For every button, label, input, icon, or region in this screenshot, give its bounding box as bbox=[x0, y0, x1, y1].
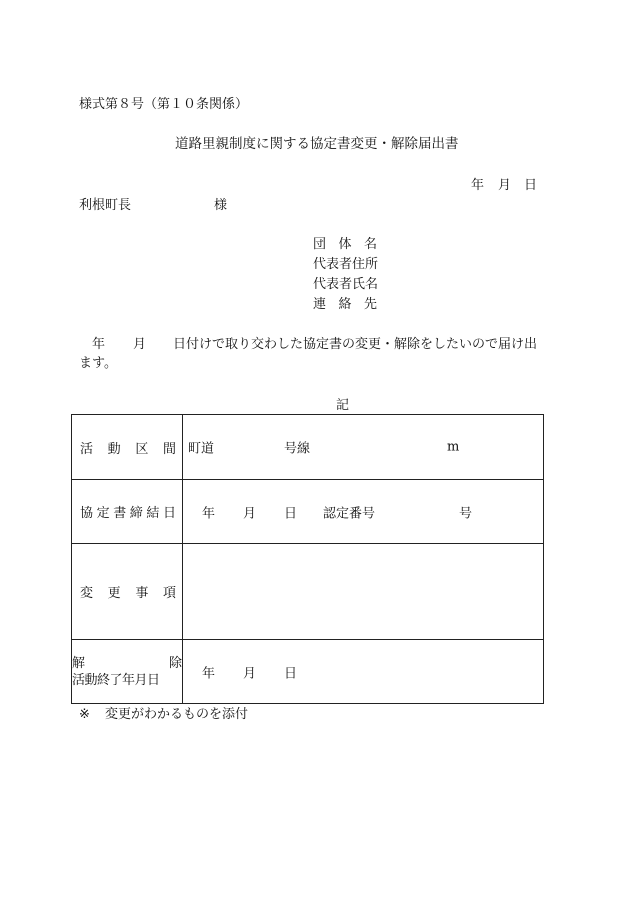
label-char: 連 bbox=[313, 297, 327, 312]
label-char: 項 bbox=[162, 586, 176, 601]
label-char: 日 bbox=[162, 506, 176, 521]
representative-name-label: 代表者氏名 bbox=[313, 277, 379, 292]
organization-name-label bbox=[313, 237, 377, 253]
label-char: 間 bbox=[162, 441, 176, 457]
table-row-agreement-date bbox=[72, 480, 544, 544]
document-title: 道路里親制度に関する協定書変更・解除届出書 bbox=[175, 136, 459, 152]
recipient-honorific: 様 bbox=[214, 198, 228, 213]
table-row-changes bbox=[72, 544, 544, 640]
body-year: 年 bbox=[92, 337, 106, 352]
label-char: 変 bbox=[80, 586, 94, 601]
certification-number-label: 認定番号 bbox=[323, 506, 376, 521]
notification-table bbox=[71, 414, 544, 704]
meter-unit-label: m bbox=[447, 439, 460, 455]
label-char: 絡 bbox=[338, 297, 352, 312]
value-release-date bbox=[183, 640, 544, 704]
date-year-label: 年 bbox=[471, 178, 485, 193]
label-char: 協 bbox=[80, 506, 94, 521]
label-activity-section bbox=[72, 415, 183, 480]
value-activity-section bbox=[183, 415, 544, 480]
label-char: 団 bbox=[313, 237, 327, 252]
value-agreement-date bbox=[183, 480, 544, 544]
label-char: 定 bbox=[96, 506, 110, 521]
label-char: 活 bbox=[80, 441, 94, 457]
label-release bbox=[72, 640, 183, 704]
label-changes bbox=[72, 544, 183, 640]
label-char: 事 bbox=[135, 586, 149, 601]
date-month-label: 月 bbox=[498, 178, 512, 193]
body-text: 日付けで取り交わした協定書の変更・解除をしたいので届け出 bbox=[173, 337, 538, 352]
value-changes bbox=[183, 544, 544, 640]
label-char: 除 bbox=[168, 655, 182, 671]
label-char: 更 bbox=[107, 586, 121, 601]
table-row-activity-section bbox=[72, 415, 544, 480]
table-row-release bbox=[72, 640, 544, 704]
day-label: 日 bbox=[284, 666, 298, 681]
representative-address-label: 代表者住所 bbox=[313, 257, 379, 272]
date-day-label: 日 bbox=[524, 178, 538, 193]
label-char: 区 bbox=[135, 441, 149, 457]
month-label: 月 bbox=[243, 506, 257, 521]
note-mark: ※ bbox=[79, 707, 90, 722]
label-char: 名 bbox=[363, 237, 377, 252]
route-number-label: 号線 bbox=[284, 441, 311, 457]
year-label: 年 bbox=[202, 666, 216, 681]
number-suffix-label: 号 bbox=[459, 506, 473, 521]
recipient-name: 利根町長 bbox=[79, 198, 132, 213]
note-text: 変更がわかるものを添付 bbox=[105, 707, 249, 722]
label-char: 締 bbox=[129, 506, 143, 521]
form-number: 様式第８号（第１０条関係） bbox=[79, 97, 249, 112]
label-char: 解 bbox=[72, 655, 86, 671]
label-char: 結 bbox=[146, 506, 160, 521]
ki-label: 記 bbox=[336, 398, 350, 413]
contact-label bbox=[313, 297, 377, 313]
label-char: 書 bbox=[113, 506, 127, 521]
label-char: 体 bbox=[338, 237, 352, 252]
label-agreement-date bbox=[72, 480, 183, 544]
body-month: 月 bbox=[133, 337, 147, 352]
body-text-continued: ます。 bbox=[79, 356, 117, 371]
month-label: 月 bbox=[243, 666, 257, 681]
year-label: 年 bbox=[202, 506, 216, 521]
label-char: 先 bbox=[363, 297, 377, 312]
town-road-label: 町道 bbox=[188, 441, 215, 457]
day-label: 日 bbox=[284, 506, 298, 521]
activity-end-date-label: 活動終了年月日 bbox=[72, 672, 160, 688]
label-char: 動 bbox=[107, 441, 121, 457]
